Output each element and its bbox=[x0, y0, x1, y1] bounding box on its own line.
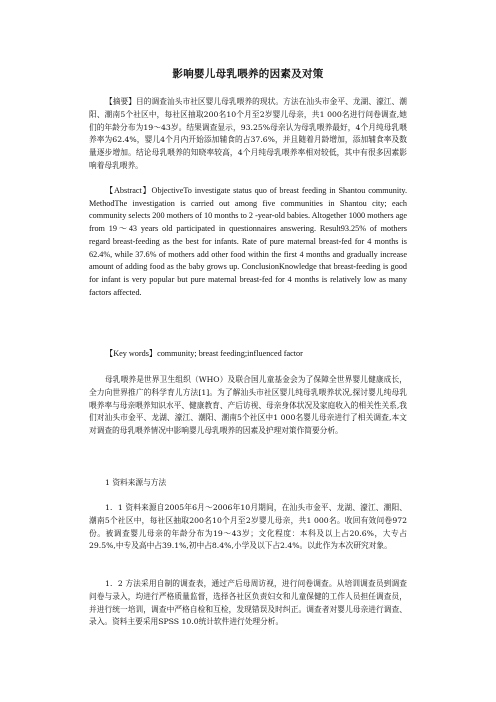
paragraph-1-1: 1．1 资料来源自2005年6月～2006年10月期间，在汕头市金平、龙湖、濠江、潮阳、潮南5个社区中，每社区抽取200名10个月至2岁婴儿母亲，共1 000名。收回有效问卷972份。被调查婴儿母亲的年龄分布为19～43岁；文化程度：本科及以上占20.6%，大专占29.5%,中专及高中占39.1%,初中占8.4%,小学及以下占2.4%。以此作为本次研究对象。 bbox=[89, 503, 407, 551]
abstract-chinese: 【摘要】目的调查汕头市社区婴儿母乳喂养的现状。方法在汕头市金平、龙湖、濠江、潮阳、潮南5个社区中，每社区抽取200名10个月至2岁婴儿母亲，共1 000名进行问卷调查,她们的年龄分布为19～43岁。结果调查显示，93.25%母亲认为母乳喂养最好，4个月纯母乳喂养率为62.4%，婴儿4个月内开始添加辅食的占37.6%，并且随着月龄增加，添加辅食率及数量逐步增加。结论母乳喂养的知晓率较高，4个月纯母乳喂养率相对较低，其中有很多因素影响着母乳喂养。 bbox=[89, 97, 407, 170]
intro-paragraph: 母乳喂养是世界卫生组织（WHO）及联合国儿童基金会为了保障全世界婴儿健康成长，全力向世界推广的科学育儿方法[1]。为了解汕头市社区婴儿纯母乳喂养状况,探讨婴儿纯母乳喂养率与母亲喂养知识水平、健康教育、产后访视、母亲身体状况及家庭收入的相关性关系,我们对汕头市金平、龙湖、濠江、潮阳、潮南5个社区中1 000名婴儿母亲进行了相关调查,本文对调查的母乳喂养情况中影响婴儿母乳喂养的因素及护理对策作简要分析。 bbox=[89, 375, 407, 436]
paragraph-1-2: 1．2 方法采用自制的调查表，通过产后母周访视，进行问卷调查。从培训调查员到调查问卷与录入，均进行严格质量监督，选择各社区负责妇女和儿童保健的工作人员担任调查员，并进行统一培训，调查中严格自检和互检，发现错误及时纠正。调查者对婴儿母亲进行调查、录入。资料主要采用SPSS 10.0统计软件进行处理分析。 bbox=[89, 579, 407, 627]
keywords-line: 【Key words】community; breast feeding;influenced factor bbox=[105, 349, 303, 358]
section-heading: 1 资料来源与方法 bbox=[105, 478, 167, 487]
abstract-english: 【Abstract】ObjectiveTo investigate status quo of breast feeding in Shantou community. MethodThe investigation is carried out among five communities in Shantou city; each community selects 200 mothers of 10 months to 2 -year-old babies. Altogether 1000 mothers age from 19～43 years old participated in questionnaires answering. Result93.25% of mothers regard breast-feeding as the best for infants. Rate of pure maternal breast-fed for 4 months is 62.4%, while 37.6% of mothers add other food within the first 4 months and gradually increase amount of adding food as the baby grows up. ConclusionKnowledge that breast-feeding is good for infant is very popular but pure maternal breast-fed for 4 months is relatively low as many factors affected. bbox=[89, 186, 407, 297]
document-title: 影响婴儿母乳喂养的因素及对策 bbox=[172, 68, 324, 80]
